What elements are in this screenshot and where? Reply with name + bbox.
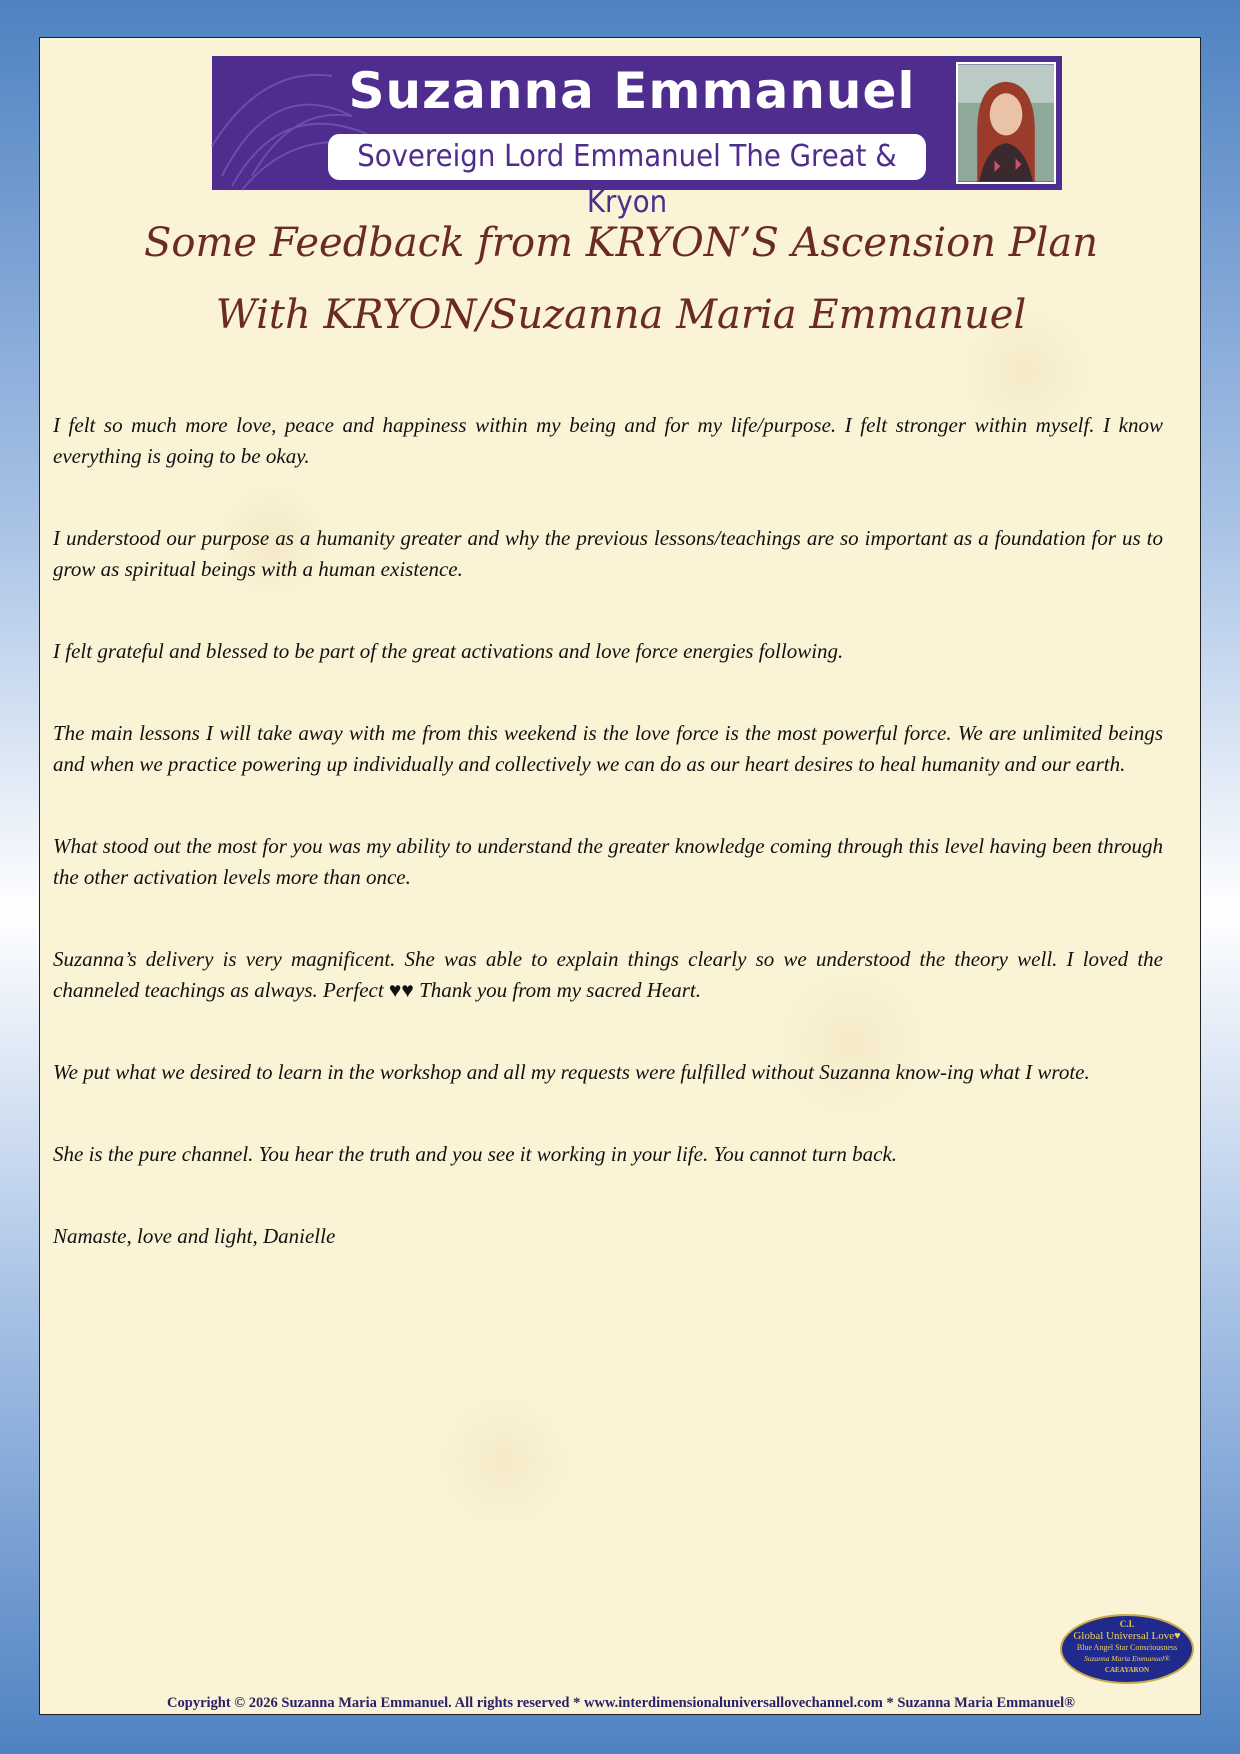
global-universal-love-logo <box>1059 1613 1195 1685</box>
paragraph: What stood out the most for you was my ability to understand the greater knowledge coming through this level having been through the other activation levels more than once. <box>53 834 1163 889</box>
logo-line-5: CAEAYARON <box>1104 1666 1150 1674</box>
paragraph: I felt grateful and blessed to be part of the great activations and love force energies following. <box>53 639 844 663</box>
signature-line: Namaste, love and light, Danielle <box>53 1224 336 1248</box>
paragraph: The main lessons I will take away with me from this weekend is the love force is the most powerful force. We are unlimited beings and when we practice powering up individually and collectively we can do as our heart desires to heal humanity and our earth. <box>53 721 1163 776</box>
page-sheet <box>39 37 1201 1715</box>
paragraph: I understood our purpose as a humanity greater and why the previous lessons/teachings are so important as a foundation for us to grow as spiritual beings with a human existence. <box>53 526 1163 581</box>
header-banner <box>212 56 1062 220</box>
logo-line-4: Suzanna Maria Emmanuel® <box>1084 1654 1170 1663</box>
banner-name: Suzanna Emmanuel <box>348 62 916 120</box>
paragraph: I felt so much more love, peace and happiness within my being and for my life/purpose. I felt stronger within myself. I know everything is going to be okay. <box>53 413 1163 468</box>
banner-subtitle: Sovereign Lord Emmanuel The Great & Kryon <box>328 134 926 180</box>
testimonial-body <box>53 410 1163 1303</box>
logo-line-1: C.I. <box>1119 1619 1135 1629</box>
portrait-photo <box>956 62 1056 184</box>
paragraph: Suzanna’s delivery is very magnificent. She was able to explain things clearly so we understood the theory well. I loved the channeled teachings as always. Perfect ♥♥ Thank you from my sacred Heart. <box>53 947 1163 1002</box>
logo-line-2: Global Universal Love♥ <box>1073 1630 1181 1642</box>
paragraph: She is the pure channel. You hear the truth and you see it working in your life. You cannot turn back. <box>53 1142 898 1166</box>
headline-line-1: Some Feedback from KRYON’S Ascension Plan <box>143 220 1099 266</box>
logo-line-3: Blue Angel Star Consciousness <box>1076 1643 1178 1652</box>
copyright-footer: Copyright © 2026 Suzanna Maria Emmanuel. All rights reserved * www.interdimensionaluniversallovechannel.com * Suzanna Maria Emmanuel® <box>167 1695 1075 1711</box>
paragraph: We put what we desired to learn in the workshop and all my requests were fulfilled without Suzanna know-ing what I wrote. <box>53 1060 1090 1084</box>
headline-line-2: With KRYON/Suzanna Maria Emmanuel <box>215 292 1027 338</box>
